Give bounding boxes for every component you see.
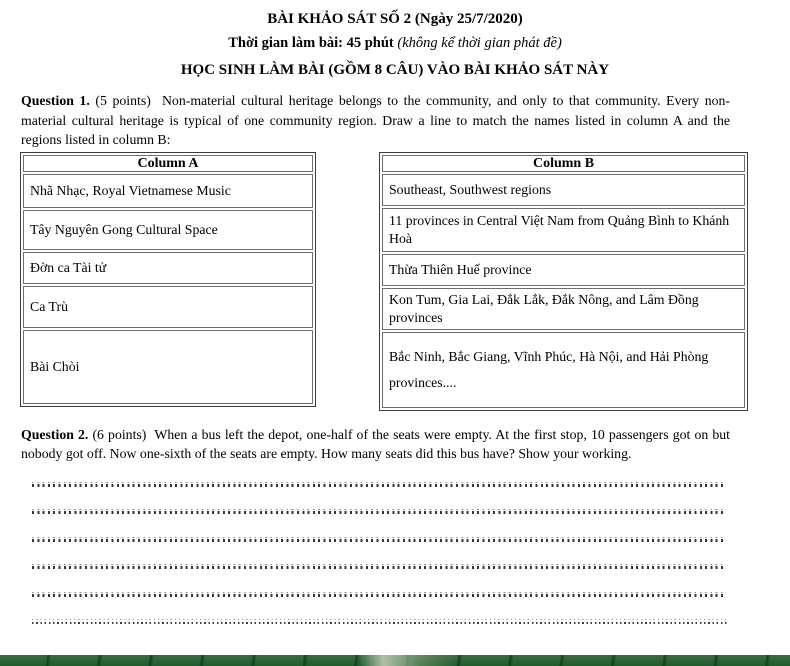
column-a-header-cell: Column A <box>23 155 313 172</box>
table-b-cell: Bắc Ninh, Bắc Giang, Vĩnh Phúc, Hà Nội, and Hải Phòng provinces.... <box>382 332 745 408</box>
table-b-cell: Southeast, Southwest regions <box>382 174 745 206</box>
question1-paragraph <box>21 91 730 150</box>
table-a-header-row <box>23 155 313 172</box>
question2-label: Question 2. <box>21 426 89 442</box>
table-row <box>382 174 745 206</box>
duration-text: Thời gian làm bài: 45 phút <box>228 35 394 51</box>
duration-note: (không kể thời gian phát đề) <box>397 35 562 51</box>
table-b-cell: Thừa Thiên Huế province <box>382 254 745 286</box>
table-a-cell: Bài Chòi <box>23 330 313 404</box>
table-row <box>382 254 745 286</box>
desktop-wallpaper-strip <box>0 655 790 666</box>
exam-instruction: HỌC SINH LÀM BÀI (GỒM 8 CÂU) VÀO BÀI KHẢO SÁT NÀY <box>180 62 610 78</box>
table-row <box>23 174 313 208</box>
table-b-cell: Kon Tum, Gia Lai, Đắk Lắk, Đắk Nông, and Lâm Đồng provinces <box>382 288 745 330</box>
table-row <box>23 330 313 404</box>
answer-line[interactable] <box>32 482 723 487</box>
answer-line[interactable] <box>32 537 723 542</box>
column-b-header-cell: Column B <box>382 155 745 172</box>
table-row <box>382 288 745 330</box>
answer-line[interactable] <box>32 619 728 624</box>
question2-text: When a bus left the depot, one-half of the seats were empty. At the first stop, 10 passengers got on but nobody got off. Now one-sixth of the seats are empty. How many seats did this bus have? Show your working. <box>21 426 730 461</box>
table-row <box>23 286 313 328</box>
matching-tables <box>20 152 790 411</box>
table-a-cell: Tây Nguyên Gong Cultural Space <box>23 210 313 250</box>
answer-area <box>32 482 790 625</box>
table-a-cell: Đờn ca Tài tử <box>23 252 313 284</box>
column-b-table <box>379 152 748 411</box>
table-row <box>382 332 745 408</box>
column-a-table <box>20 152 316 407</box>
question2-paragraph <box>21 425 730 464</box>
table-b-header-row <box>382 155 745 172</box>
table-row <box>23 252 313 284</box>
table-b-cell: 11 provinces in Central Việt Nam from Quảng Bình to Khánh Hoà <box>382 208 745 252</box>
answer-line[interactable] <box>32 564 723 569</box>
table-a-cell: Ca Trù <box>23 286 313 328</box>
document-header <box>0 0 790 83</box>
page-title: BÀI KHẢO SÁT SỐ 2 (Ngày 25/7/2020) <box>267 11 523 27</box>
answer-line[interactable] <box>32 509 723 514</box>
table-row <box>382 208 745 252</box>
question1-points: (5 points) <box>95 93 151 108</box>
question1-label: Question 1. <box>21 93 90 108</box>
exam-duration-line <box>0 30 790 57</box>
question1-text: Non-material cultural heritage belongs to the community, and only to that community. Every non-material cultural heritage is typical of one community region. Draw a line to match the names listed in column A and the regions listed in column B: <box>21 93 730 147</box>
question2-points: (6 points) <box>92 426 147 442</box>
answer-line[interactable] <box>32 592 723 597</box>
table-a-cell: Nhã Nhạc, Royal Vietnamese Music <box>23 174 313 208</box>
table-row <box>23 210 313 250</box>
